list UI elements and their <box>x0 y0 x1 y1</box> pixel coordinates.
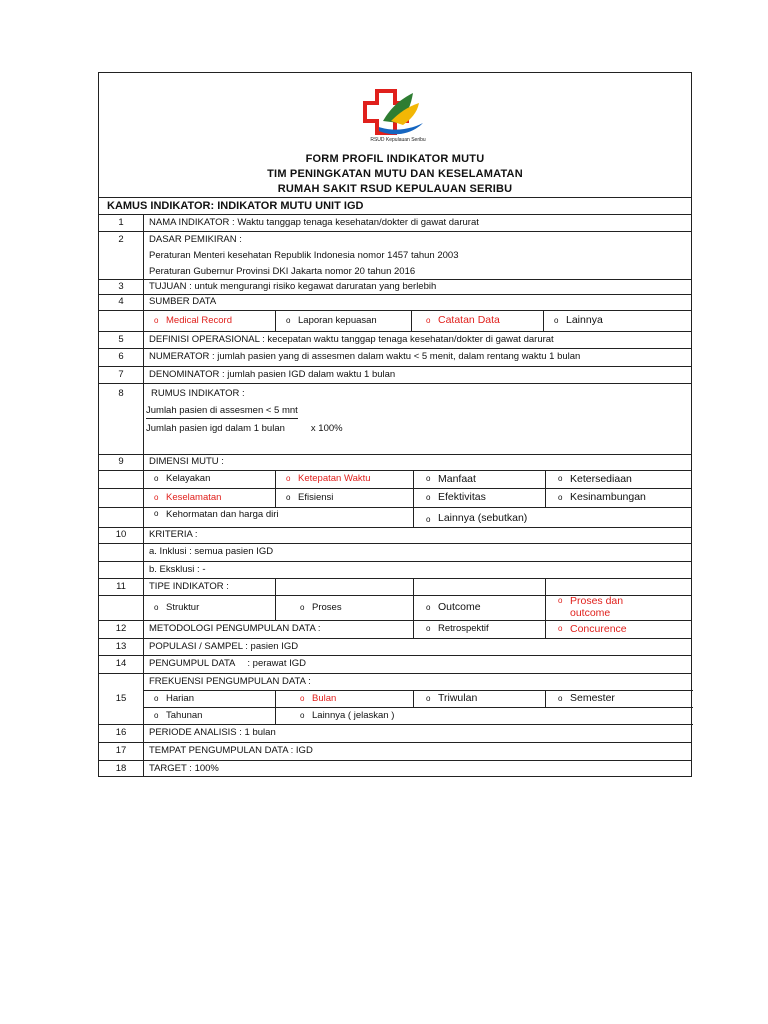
row-text: TARGET : 100% <box>149 762 219 774</box>
option-item: o Keselamatan <box>154 491 222 503</box>
formula-numerator: Jumlah pasien di assesmen < 5 mnt <box>144 405 691 420</box>
criteria-exclusion: b. Eksklusi : - <box>149 563 206 575</box>
row-number: 17 <box>99 743 144 760</box>
option-item: o Struktur <box>154 601 200 613</box>
row-number-empty <box>99 544 144 561</box>
row-number: 16 <box>99 725 144 742</box>
row-number: 11 <box>99 579 144 595</box>
option-item: o Efektivitas <box>426 491 486 504</box>
option-item: o Proses <box>300 601 342 613</box>
table-row <box>99 544 691 562</box>
row-number-empty <box>99 311 144 331</box>
form-header <box>99 73 691 198</box>
row-text: TEMPAT PENGUMPULAN DATA : IGD <box>149 745 313 757</box>
row-text: DIMENSI MUTU : <box>149 456 224 468</box>
table-row <box>99 562 691 579</box>
row-text: SUMBER DATA <box>149 296 217 308</box>
option-item: o Lainnya <box>554 314 603 327</box>
row-text: NAMA INDIKATOR : Waktu tanggap tenaga kesehatan/dokter di gawat darurat <box>149 216 479 228</box>
row-number: 10 <box>99 528 144 543</box>
table-row <box>99 332 691 349</box>
table-row <box>99 280 691 295</box>
table-row <box>99 743 691 761</box>
option-item: o Kelayakan <box>154 473 211 485</box>
table-row <box>99 656 691 674</box>
options-row <box>99 596 691 621</box>
option-item: o Lainnya ( jelaskan ) <box>300 709 395 721</box>
row-number-empty <box>99 596 144 620</box>
option-item: o Efisiensi <box>286 491 334 503</box>
option-item: o Harian <box>154 692 194 704</box>
option-item: o Laporan kepuasan <box>286 314 377 326</box>
row-number: 3 <box>99 280 144 294</box>
option-item: o Ketepatan Waktu <box>286 473 371 485</box>
logo-caption: RSUD Kepulauan Seribu <box>370 137 426 143</box>
row-number: 14 <box>99 656 144 673</box>
row-text: DENOMINATOR : jumlah pasien IGD dalam waktu 1 bulan <box>149 368 396 380</box>
row-text: KRITERIA : <box>149 529 198 541</box>
row-text: PENGUMPUL DATA : perawat IGD <box>149 658 306 670</box>
row-text: DEFINISI OPERASIONAL : kecepatan waktu tanggap tenaga kesehatan/dokter di gawat darurat <box>149 333 554 345</box>
option-item: o Ketersediaan <box>558 472 632 485</box>
table-row <box>99 215 691 232</box>
row-number-empty <box>99 562 144 578</box>
option-item: o Catatan Data <box>426 314 500 327</box>
row-text: DASAR PEMIKIRAN : <box>149 233 242 245</box>
row-text: NUMERATOR : jumlah pasien yang di assesmen dalam waktu < 5 menit, dalam rentang waktu 1 bulan <box>149 351 581 363</box>
option-item: o Triwulan <box>426 692 478 705</box>
table-row <box>99 621 691 639</box>
row-number: 9 <box>99 455 144 470</box>
table-row <box>99 295 691 311</box>
regulation-line: Peraturan Menteri kesehatan Republik Indonesia nomor 1457 tahun 2003 <box>149 249 459 261</box>
row-number: 8 <box>99 384 144 454</box>
option-item: o Kesinambungan <box>558 491 646 504</box>
options-row <box>144 691 693 708</box>
option-item: o Concurence <box>558 622 627 635</box>
options-row <box>99 471 691 489</box>
row-number: 18 <box>99 761 144 777</box>
row-number-empty <box>99 471 144 488</box>
table-row <box>99 725 691 743</box>
regulation-line: Peraturan Gubernur Provinsi DKI Jakarta nomor 20 tahun 2016 <box>149 265 416 277</box>
row-text: RUMUS INDIKATOR : <box>151 387 245 399</box>
team-title: TIM PENINGKATAN MUTU DAN KESELAMATAN <box>267 168 523 180</box>
options-row <box>99 311 691 332</box>
row-number: 13 <box>99 639 144 655</box>
options-row <box>99 508 691 528</box>
row-text: TUJUAN : untuk mengurangi risiko kegawat daruratan yang berlebih <box>149 280 437 292</box>
kamus-row <box>99 198 691 215</box>
row-number: 7 <box>99 367 144 383</box>
option-item: o Tahunan <box>154 709 203 721</box>
option-item: o Semester <box>558 692 615 705</box>
row-number: 4 <box>99 295 144 310</box>
option-item: o Retrospektif <box>426 623 489 635</box>
row-number: 2 <box>99 232 144 279</box>
criteria-inclusion: a. Inklusi : semua pasien IGD <box>149 546 274 558</box>
row-text: POPULASI / SAMPEL : pasien IGD <box>149 640 299 652</box>
option-item: o Outcome <box>426 601 481 614</box>
options-row <box>99 489 691 508</box>
table-row <box>99 384 691 455</box>
hospital-title: RUMAH SAKIT RSUD KEPULAUAN SERIBU <box>277 183 513 195</box>
table-row <box>99 639 691 656</box>
table-row <box>99 455 691 471</box>
option-item: o Manfaat <box>426 472 476 485</box>
option-item: o Proses dan outcome <box>558 595 624 619</box>
form-title: FORM PROFIL INDIKATOR MUTU <box>305 153 485 165</box>
row-text: METODOLOGI PENGUMPULAN DATA : <box>149 623 321 635</box>
row-text: TIPE INDIKATOR : <box>149 580 229 592</box>
row-number-empty <box>99 508 144 527</box>
row-text: FREKUENSI PENGUMPULAN DATA : <box>149 675 311 687</box>
option-item: o Kehormatan dan harga diri <box>154 509 279 520</box>
kamus-heading: KAMUS INDIKATOR: INDIKATOR MUTU UNIT IGD <box>107 199 364 212</box>
table-row <box>99 528 691 544</box>
row-number-empty <box>99 489 144 507</box>
formula-multiplier: x 100% <box>310 423 343 435</box>
indicator-profile-form <box>98 72 692 777</box>
row-number: 5 <box>99 332 144 348</box>
row-number: 1 <box>99 215 144 231</box>
table-row <box>99 367 691 384</box>
row-number: 15 <box>99 674 144 725</box>
options-row <box>144 708 693 725</box>
table-row <box>99 349 691 367</box>
option-item: o Bulan <box>300 692 337 704</box>
row-number: 12 <box>99 621 144 638</box>
formula-denominator: Jumlah pasien igd dalam 1 bulan x 100% <box>146 423 343 435</box>
row-number: 6 <box>99 349 144 366</box>
row-text: PERIODE ANALISIS : 1 bulan <box>149 727 276 739</box>
option-item: o Lainnya (sebutkan) <box>426 512 528 525</box>
table-row <box>99 232 691 280</box>
table-row <box>99 579 691 596</box>
option-item: o Medical Record <box>154 314 232 326</box>
table-row <box>144 674 693 691</box>
hospital-logo <box>361 87 429 139</box>
table-row <box>99 761 691 777</box>
